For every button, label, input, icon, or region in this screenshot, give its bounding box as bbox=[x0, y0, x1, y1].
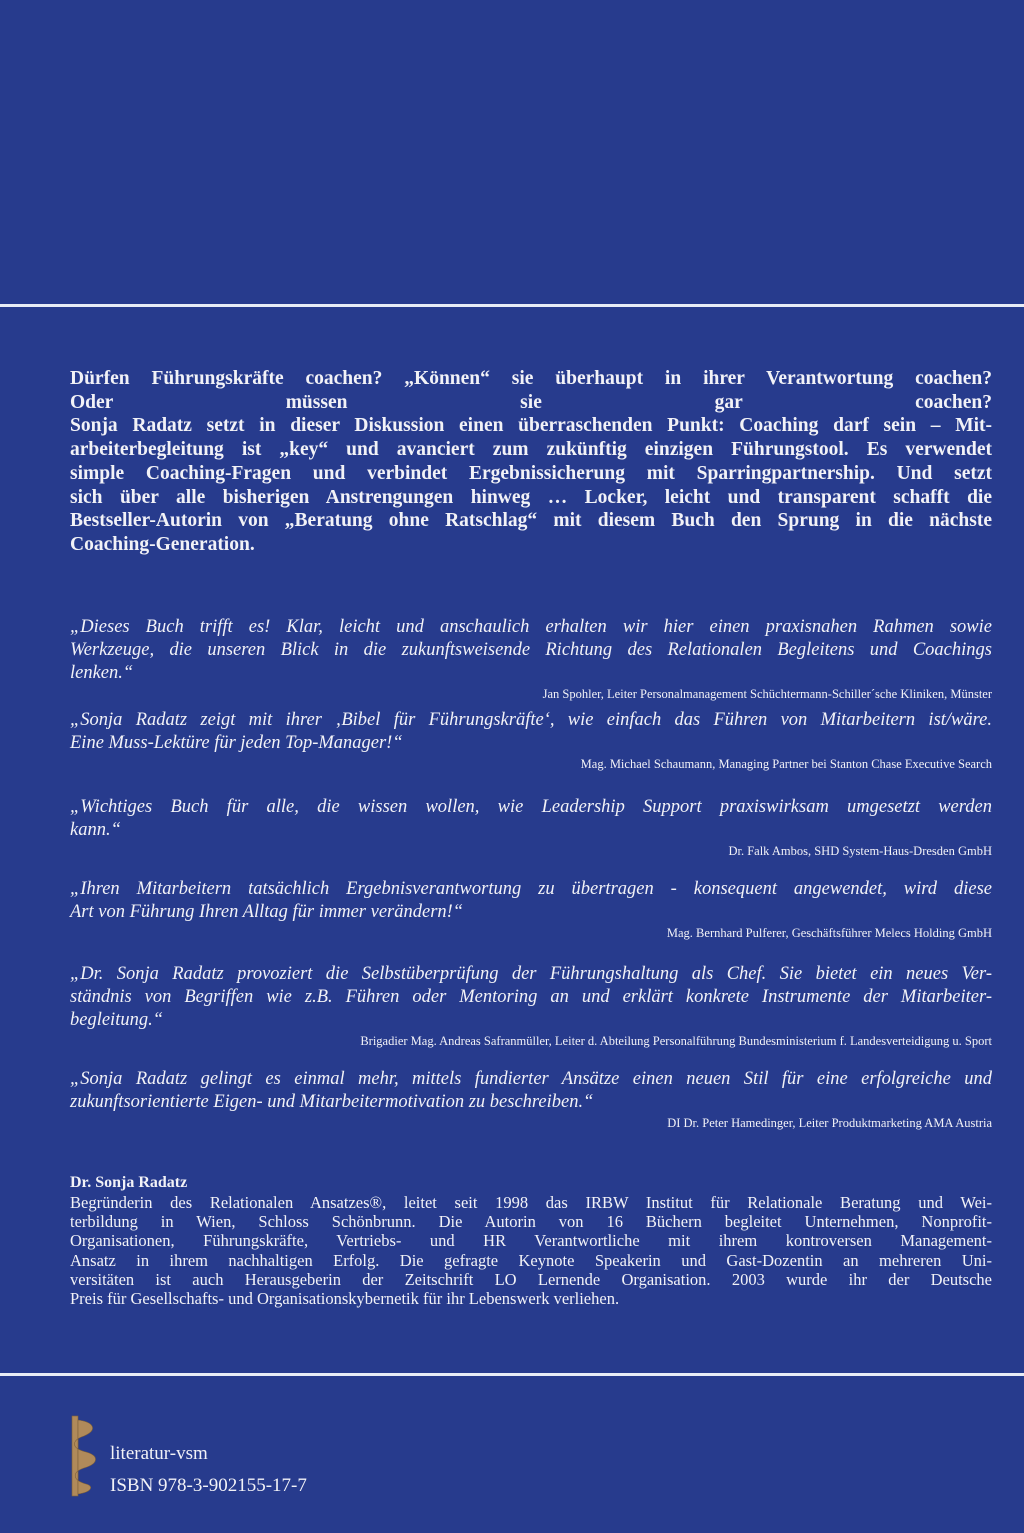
text-line: Coaching-Generation. bbox=[70, 533, 255, 555]
text-line: Ansatz in ihrem nachhaltigen Erfolg. Die gefragte Keynote Speakerin und Gast-Dozentin an mehreren Uni- bbox=[70, 1250, 992, 1270]
author-name: Dr. Sonja Radatz bbox=[70, 1174, 188, 1191]
text-line: arbeiterbegleitung ist „key“ und avanciert zum zukünftig einzigen Führungstool. Es verwendet bbox=[70, 439, 992, 461]
bottom-divider bbox=[0, 1373, 1024, 1376]
text-line: Preis für Gesellschafts- und Organisationskybernetik für ihr Lebenswerk verliehen. bbox=[70, 1289, 620, 1309]
text-line: versitäten ist auch Herausgeberin der Zeitschrift LO Lernende Organisation. 2003 wurde ihr der Deutsche bbox=[70, 1269, 992, 1289]
text-line: Bestseller-Autorin von „Beratung ohne Ratschlag“ mit diesem Buch den Sprung in die nächste bbox=[70, 510, 992, 532]
text-line: „Ihren Mitarbeitern tatsächlich Ergebnisverantwortung zu übertragen - konsequent angewendet, wird diese bbox=[70, 879, 992, 899]
text-line: Dürfen Führungskräfte coachen? „Können“ sie überhaupt in ihrer Verantwortung coachen? bbox=[70, 368, 992, 389]
isbn: ISBN 978-3-902155-17-7 bbox=[110, 1475, 307, 1496]
text-line: simple Coaching-Fragen und verbindet Ergebnissicherung mit Sparringpartnership. Und setzt bbox=[70, 462, 992, 484]
testimonial bbox=[70, 616, 992, 702]
text-line: „Wichtiges Buch für alle, die wissen wollen, wie Leadership Support praxiswirksam umgesetzt werden bbox=[70, 797, 992, 817]
text-line: terbildung in Wien, Schloss Schönbrunn. Die Autorin von 16 Büchern begleitet Unternehmen, Nonprofit- bbox=[70, 1212, 992, 1232]
text-line: „Sonja Radatz gelingt es einmal mehr, mittels fundierter Ansätze einen neuen Stil für eine erfolgreiche und bbox=[70, 1069, 992, 1089]
text-line: Werkzeuge, die unseren Blick in die zukunftsweisende Richtung des Relationalen Begleitens und Coachings bbox=[70, 640, 992, 660]
text-line: Eine Muss-Lektüre für jeden Top-Manager!“ bbox=[70, 733, 403, 753]
text-line: ständnis von Begriffen wie z.B. Führen oder Mentoring an und erklärt konkrete Instrumente der Mitarbeiter- bbox=[70, 987, 992, 1007]
text-line: begleitung.“ bbox=[70, 1010, 164, 1030]
text-line: lenken.“ bbox=[70, 663, 134, 683]
text-line: Begründerin des Relationalen Ansatzes®, leitet seit 1998 das IRBW Institut für Relationale Beratung und Wei- bbox=[70, 1193, 992, 1212]
testimonial bbox=[70, 709, 992, 772]
text-line: Sonja Radatz setzt in dieser Diskussion einen überraschenden Punkt: Coaching darf sein – Mit- bbox=[70, 415, 992, 437]
text-line: kann.“ bbox=[70, 820, 121, 840]
text-line: „Sonja Radatz zeigt mit ihrer ‚Bibel für Führungskräfte‘, wie einfach das Führen von Mitarbeitern ist/wäre. bbox=[70, 710, 992, 730]
testimonial bbox=[70, 796, 992, 859]
top-divider bbox=[0, 304, 1024, 307]
text-line: Organisationen, Führungskräfte, Vertriebs- und HR Verantwortliche mit ihrem kontroversen Management- bbox=[70, 1231, 992, 1251]
testimonial bbox=[70, 878, 992, 941]
testimonial bbox=[70, 1068, 992, 1131]
testimonial-author: Dr. Falk Ambos, SHD System-Haus-Dresden GmbH bbox=[728, 844, 992, 858]
publisher-name: literatur-vsm bbox=[110, 1443, 208, 1464]
testimonial-author: Brigadier Mag. Andreas Safranmüller, Leiter d. Abteilung Personalführung Bundesministerium f. Landesverteidigung u. Sport bbox=[360, 1034, 992, 1048]
author-bio bbox=[70, 1173, 992, 1308]
spiral-staircase-logo-icon bbox=[64, 1414, 114, 1498]
text-line: Art von Führung Ihren Alltag für immer verändern!“ bbox=[70, 902, 464, 922]
testimonial-author: DI Dr. Peter Hamedinger, Leiter Produktmarketing AMA Austria bbox=[667, 1116, 992, 1130]
testimonial-author: Mag. Michael Schaumann, Managing Partner bei Stanton Chase Executive Search bbox=[580, 757, 992, 771]
testimonial bbox=[70, 963, 992, 1049]
text-line: „Dr. Sonja Radatz provoziert die Selbstüberprüfung der Führungshaltung als Chef. Sie bietet ein neues Ver- bbox=[70, 964, 992, 984]
text-line: zukunftsorientierte Eigen- und Mitarbeitermotivation zu beschreiben.“ bbox=[70, 1092, 594, 1112]
text-line: sich über alle bisherigen Anstrengungen hinweg … Locker, leicht und transparent schafft die bbox=[70, 486, 992, 508]
text-line: „Dieses Buch trifft es! Klar, leicht und anschaulich erhalten wir hier einen praxisnahen Rahmen sowie bbox=[70, 617, 992, 637]
testimonial-author: Jan Spohler, Leiter Personalmanagement Schüchtermann-Schiller´sche Kliniken, Münster bbox=[542, 687, 992, 701]
text-line: Oder müssen sie gar coachen? bbox=[70, 391, 992, 413]
testimonial-author: Mag. Bernhard Pulferer, Geschäftsführer Melecs Holding GmbH bbox=[666, 926, 992, 940]
intro-paragraph bbox=[70, 367, 992, 557]
